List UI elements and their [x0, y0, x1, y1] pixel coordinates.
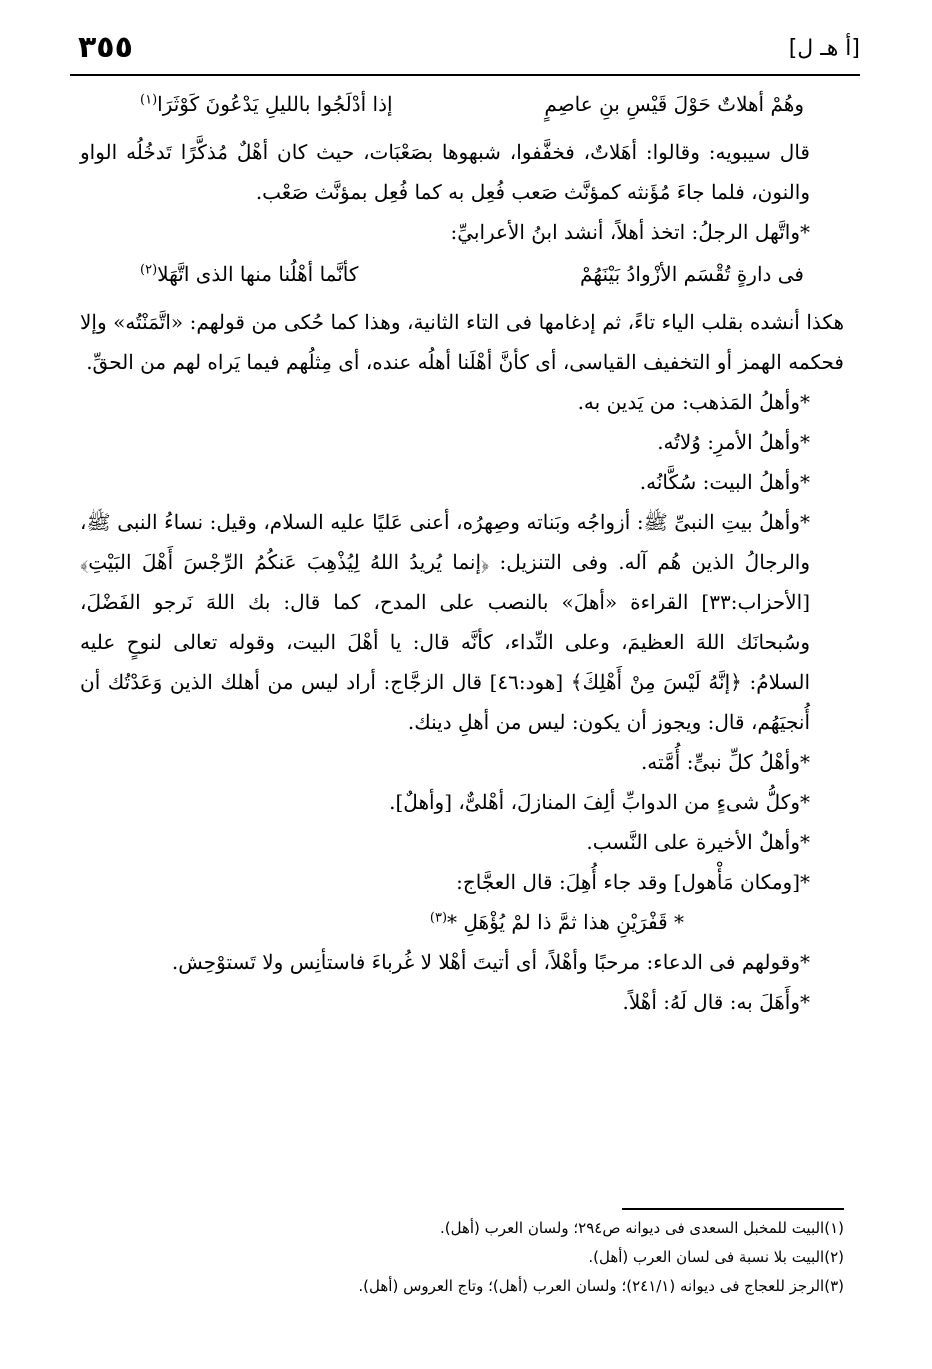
page-header [70, 28, 860, 74]
entry-dua: *وقولهم فى الدعاء: مرحبًا وأهْلاً، أى أتيتَ أهْلا لا غُرباءَ فاستأنِس ولا تَستوْحِش. [171, 950, 810, 974]
verse-1-second-hemistich-wrap [140, 84, 393, 124]
paragraph-sibawayh: قال سيبويه: وقالوا: أهَلاتٌ، فخفَّفوا، شبهوها بصَعْبَات، حيث كان أهْلٌ مُذكَّرًا تَدخُلُه الواو والنون، فلما جاءَ مُؤَنثه كمؤنَّث صَعب فُعِل به كما فُعِل بمؤنَّث صَعْب. [80, 140, 810, 204]
verse-1 [80, 84, 844, 124]
footnote-2: (٢)البيت بلا نسبة فى لسان العرب (أهل). [588, 1248, 844, 1266]
footnote-marker-1: (١) [140, 92, 158, 108]
entry-nasab: *وأهلٌ الأخيرة على النَّسب. [586, 830, 810, 854]
entry-mahul: *[ومكان مَأْهول] وقد جاء أُهِلَ: قال العجَّاج: [456, 870, 810, 894]
verse-2-first-hemistich: فى دارةٍ تُقْسَم الأزْوادُ بَيْنَهُمْ [579, 262, 804, 286]
entry-ahl-nabi: *وأهْلُ كلِّ نبىٍّ: أُمَّته. [640, 750, 810, 774]
entry-ahl-bayt-nabi: *وأهلُ بيتِ النبىِّ ﷺ: أزواجُه وبَناته وصِهرُه، أعنى عَليًا عليه السلام، وقيل: نساءُ النبى ﷺ، والرجالُ الذين هُم آله. وفى التنزيل: ﴿إنما يُريدُ اللهُ لِيُذْهِبَ عَنكُمُ الرِّجْسَ أَهْلَ البَيْتِ﴾ [الأحزاب:٣٣] القراءة «أهلَ» بالنصب على المدح، كما قال: بك اللهَ نَرجو الفَضْلَ، وسُبحانَك اللهَ العظيمَ، وعلى النِّداء، كأنَّه قال: يا أهْلَ البيت، وقوله تعالى لنوحٍ عليه السلامُ: ﴿إنَّهُ لَيْسَ مِنْ أَهْلِكَ﴾ [هود:٤٦] قال الزجَّاج: أراد ليس من أهلك الذين وَعَدْتُك أن أُنجيَهُم، قال: ويجوز أن يكون: ليس من أهلِ دينك. [80, 510, 811, 734]
verse-1-second-hemistich: إذا أدْلَجُوا بالليلِ يَدْعُونَ كَوْثَرَا [157, 92, 393, 116]
header-rule [70, 74, 860, 76]
verse-1-first-hemistich: وهُمْ أهلاتٌ حَوْلَ قَيْسِ بنِ عاصِمٍ [544, 92, 804, 116]
footnote-rule [622, 1208, 844, 1210]
rajaz-text: * قَفْرَيْنِ هذا ثمَّ ذا لمْ يُؤْهَلِ * [447, 910, 684, 934]
section-heading: [أ هـ ل] [788, 36, 860, 61]
entry-ahala-bih: *وأَهَلَ به: قال لَهُ: أهْلاً. [622, 990, 810, 1014]
verse-2-second-hemistich: كأنَّما أهْلُنا منها الذى اتَّهَلا [157, 262, 359, 286]
rajaz-line [80, 902, 844, 942]
entry-dawabb: *وكلُّ شىءٍ من الدوابِّ ألِفَ المنازلَ، أهْلىٌّ، [وأهلٌ]. [389, 790, 810, 814]
entry-ahl-madhhab: *وأهلُ المَذهب: من يَدين به. [577, 390, 810, 414]
verse-2 [80, 254, 844, 294]
footnote-3: (٣)الرجز للعجاج فى ديوانه (٢٤١/١)؛ ولسان العرب (أهل)؛ وتاج العروس (أهل). [358, 1277, 844, 1295]
page-body [80, 82, 844, 1022]
entry-ahl-amr: *وأهلُ الأمرِ: وُلاتُه. [657, 430, 810, 454]
entry-ahl-bayt: *وأهلُ البيت: سُكَّانُه. [639, 470, 810, 494]
footnote-marker-3: (٣) [429, 910, 448, 926]
entry-ittahala: *واتَّهل الرجلُ: اتخذ أهلاً، أنشد ابنُ الأعرابيِّ: [450, 220, 810, 244]
page-number: ٣٥٥ [78, 30, 133, 65]
footnote-1: (١)البيت للمخبل السعدى فى ديوانه ص٢٩٤؛ ولسان العرب (أهل). [440, 1219, 844, 1237]
verse-2-second-hemistich-wrap [140, 254, 358, 294]
footnotes [80, 1214, 844, 1301]
footnote-marker-2: (٢) [140, 262, 158, 278]
paragraph-explanation: هكذا أنشده بقلب الياء تاءً، ثم إدغامها فى التاء الثانية، وهذا كما حُكى من قولهم: «اتَّمَنْتُه» وإلا فحكمه الهمز أو التخفيف القياسى، أى كأنَّ أهْلَنا أهلُه عنده، أى مِثلُهم فيما يَراه لهم من الحقِّ. [80, 310, 844, 374]
